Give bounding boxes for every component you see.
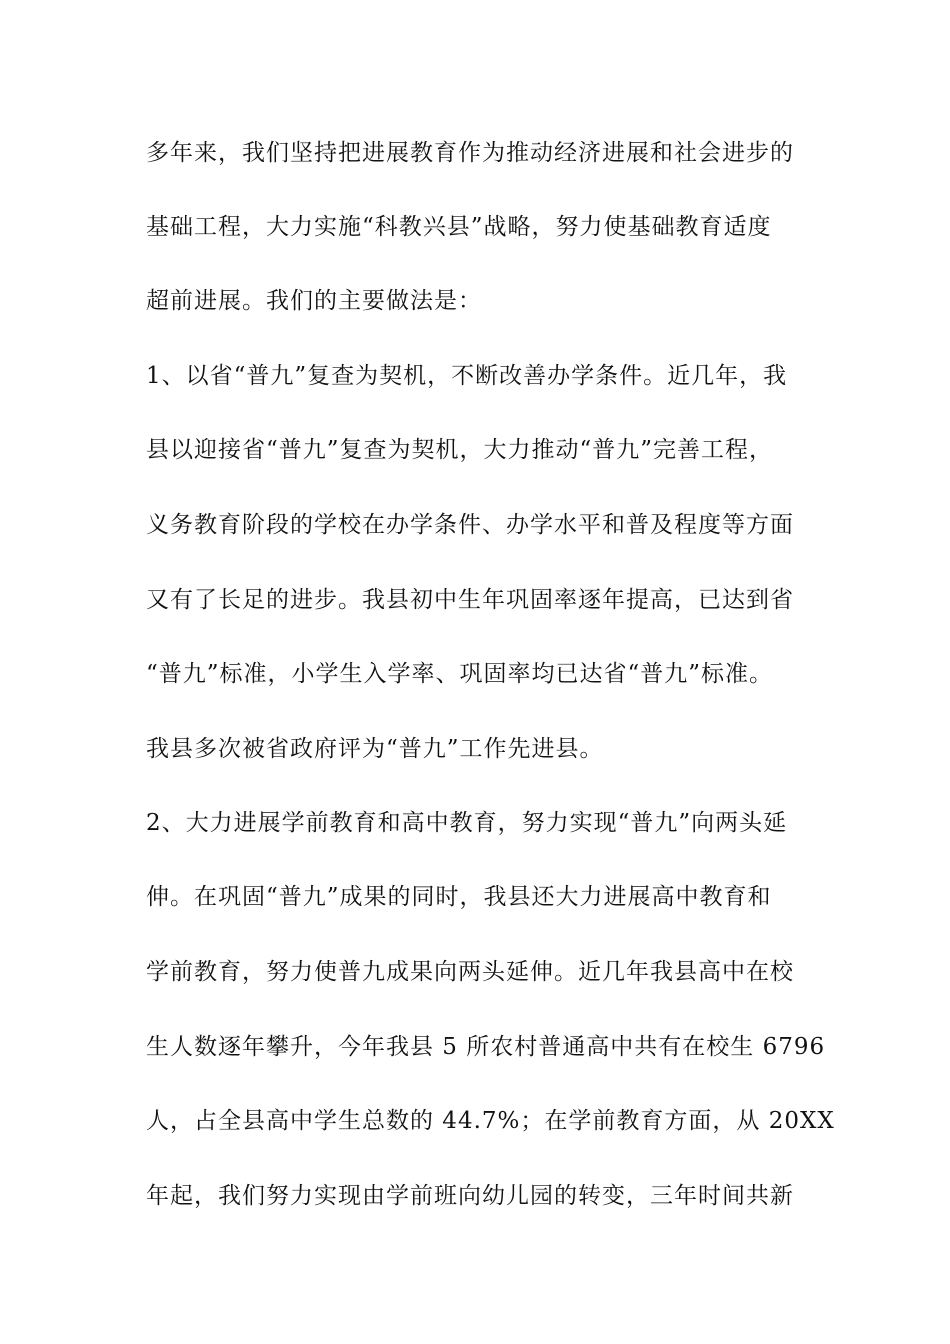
text-line: 2、大力进展学前教育和高中教育，努力实现“普九”向两头延 <box>146 810 788 836</box>
text-line: 又有了长足的进步。我县初中生年巩固率逐年提高，已达到省 <box>146 587 794 613</box>
text-line: 县以迎接省“普九”复查为契机，大力推动“普九”完善工程， <box>146 437 774 463</box>
text-line: 我县多次被省政府评为“普九”工作先进县。 <box>146 736 604 762</box>
text-line: 基础工程，大力实施“科教兴县”战略，努力使基础教育适度 <box>146 214 772 240</box>
text-line: 伸。在巩固“普九”成果的同时，我县还大力进展高中教育和 <box>146 884 772 910</box>
text-line: “普九”标准，小学生入学率、巩固率均已达省“普九”标准。 <box>146 661 774 687</box>
text-line: 学前教育，努力使普九成果向两头延伸。近几年我县高中在校 <box>146 959 794 985</box>
text-line: 义务教育阶段的学校在办学条件、办学水平和普及程度等方面 <box>146 512 794 538</box>
text-line: 人，占全县高中学生总数的 44.7%；在学前教育方面，从 20XX <box>146 1108 835 1134</box>
text-line: 年起，我们努力实现由学前班向幼儿园的转变，三年时间共新 <box>146 1183 794 1209</box>
text-line: 超前进展。我们的主要做法是： <box>146 288 482 314</box>
text-line: 1、以省“普九”复查为契机，不断改善办学条件。近几年，我 <box>146 363 788 389</box>
text-line: 多年来，我们坚持把进展教育作为推动经济进展和社会进步的 <box>146 140 794 166</box>
text-line: 生人数逐年攀升，今年我县 5 所农村普通高中共有在校生 6796 <box>146 1034 826 1060</box>
